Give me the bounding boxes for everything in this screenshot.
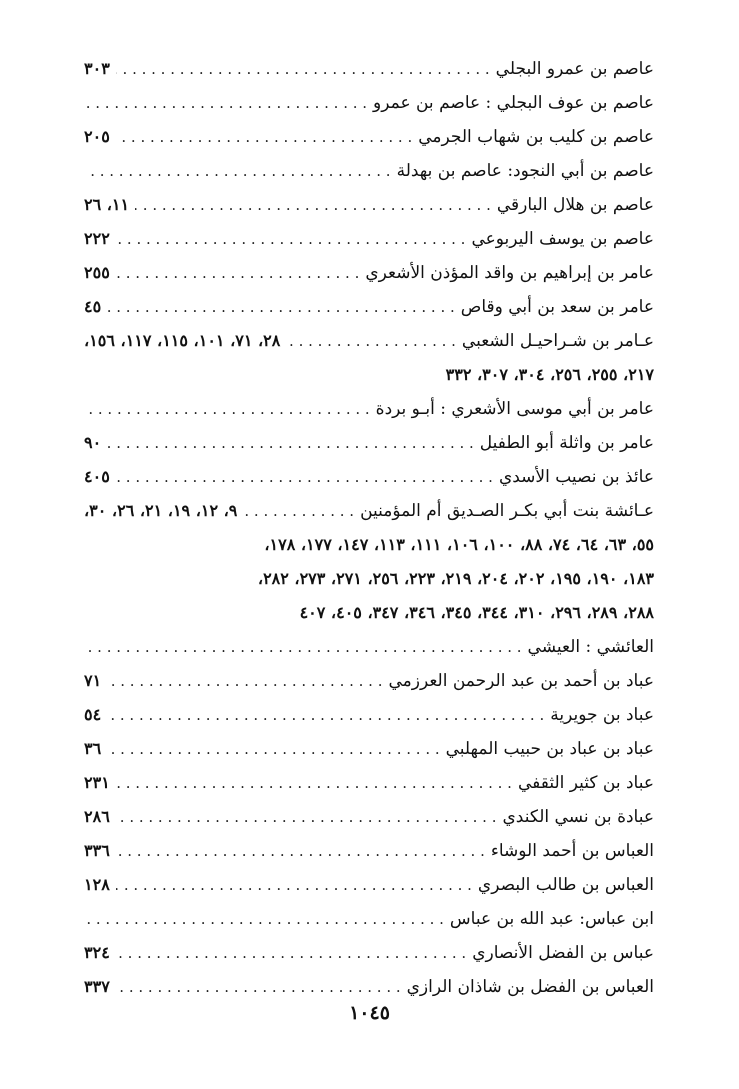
dot-leader (84, 630, 522, 664)
entry-pages: ٣٠٣ (84, 59, 110, 78)
dot-leader (107, 698, 544, 732)
index-entry (84, 868, 654, 902)
entry-name: عاصم بن أبي النجود: عاصم بن بهدلة (396, 161, 654, 181)
index-entry (84, 630, 654, 664)
dot-leader (135, 188, 491, 222)
index-entry (84, 664, 654, 698)
page-number: ١٠٤٥ (349, 1002, 390, 1024)
dot-leader (84, 902, 444, 936)
index-entry (84, 426, 654, 460)
dot-leader (116, 460, 493, 494)
entry-name: عاصم بن عمرو البجلي (495, 59, 654, 79)
entry-name: عباس بن الفضل الأنصاري (472, 943, 654, 963)
entry-pages: ٣٣٧ (84, 977, 110, 996)
index-entries (84, 52, 654, 1004)
dot-leader (243, 494, 354, 528)
entry-pages: ٤٠٥ (84, 467, 110, 486)
dot-leader (116, 52, 490, 86)
entry-name: عـائشة بنت أبي بكـر الصـديق أم المؤمنين (360, 501, 654, 521)
index-entry (84, 460, 654, 494)
index-entry (84, 222, 654, 256)
entry-pages: ٩٠ (84, 433, 102, 452)
index-entry (84, 528, 654, 562)
index-entry (84, 358, 654, 392)
entry-pages: ٢٨٦ (84, 807, 110, 826)
entry-pages-continued: ٥٥، ٦٣، ٦٤، ٧٤، ٨٨، ١٠٠، ١٠٦، ١١١، ١١٣، ١٤٧، ١٧٧، ١٧٨، (264, 535, 654, 554)
dot-leader (116, 766, 512, 800)
entry-name: ابن عباس: عبد الله بن عباس (449, 909, 654, 929)
entry-pages: ٣٦ (84, 739, 102, 758)
index-entry (84, 494, 654, 528)
entry-pages: ٢٠٥ (84, 127, 110, 146)
entry-name: عامر بن واثلة أبو الطفيل (479, 433, 654, 453)
entry-name: العباس بن الفضل بن شاذان الرازي (406, 977, 654, 997)
entry-name: عباد بن عباد بن حبيب المهلبي (445, 739, 654, 759)
index-entry (84, 256, 654, 290)
dot-leader (84, 154, 391, 188)
index-entry (84, 698, 654, 732)
entry-pages: ٣٣٦ (84, 841, 110, 860)
index-entry (84, 834, 654, 868)
index-entry (84, 290, 654, 324)
entry-pages: ٢٣١ (84, 773, 110, 792)
dot-leader (116, 868, 472, 902)
entry-pages: ٢٢٢ (84, 229, 110, 248)
index-entry (84, 936, 654, 970)
index-entry (84, 732, 654, 766)
dot-leader (116, 970, 401, 1004)
index-entry (84, 120, 654, 154)
dot-leader (116, 256, 360, 290)
entry-pages: ٢٨، ٧١، ١٠١، ١١٥، ١١٧، ١٥٦، (84, 331, 281, 350)
dot-leader (116, 120, 412, 154)
dot-leader (286, 324, 456, 358)
entry-pages-continued: ٢٨٨، ٢٨٩، ٢٩٦، ٣١٠، ٣٤٤، ٣٤٥، ٣٤٦، ٣٤٧، ٤٠٥، ٤٠٧ (299, 603, 654, 622)
entry-name: العباس بن طالب البصري (477, 875, 654, 895)
dot-leader (116, 222, 466, 256)
entry-pages-continued: ٢١٧، ٢٥٥، ٢٥٦، ٣٠٤، ٣٠٧، ٣٣٢ (445, 365, 654, 384)
entry-pages: ٤٥ (84, 297, 102, 316)
entry-pages: ٣٢٤ (84, 943, 110, 962)
entry-name: العائشي : العيشي (527, 637, 654, 657)
dot-leader (84, 392, 370, 426)
dot-leader (84, 86, 367, 120)
entry-pages-continued: ١٨٣، ١٩٠، ١٩٥، ٢٠٢، ٢٠٤، ٢١٩، ٢٢٣، ٢٥٦، ٢٧١، ٢٧٣، ٢٨٢، (257, 569, 654, 588)
index-entry (84, 86, 654, 120)
entry-name: عامر بن إبراهيم بن واقد المؤذن الأشعري (365, 263, 654, 283)
dot-leader (116, 834, 485, 868)
entry-name: عاصم بن عوف البجلي : عاصم بن عمرو (373, 93, 654, 113)
dot-leader (107, 664, 382, 698)
index-entry (84, 766, 654, 800)
entry-pages: ٥٤ (84, 705, 102, 724)
dot-leader (107, 290, 455, 324)
index-entry (84, 392, 654, 426)
entry-name: عـامر بن شـراحيـل الشعبي (461, 331, 654, 351)
entry-pages: ٩، ١٢، ١٩، ٢١، ٢٦، ٣٠، (84, 501, 238, 520)
entry-name: عامر بن أبي موسى الأشعري : أبـو بردة (375, 399, 654, 419)
dot-leader (107, 732, 439, 766)
index-entry (84, 188, 654, 222)
dot-leader (107, 426, 474, 460)
index-entry (84, 902, 654, 936)
entry-name: عاصم بن كليب بن شهاب الجرمي (418, 127, 654, 147)
entry-name: عباد بن كثير الثقفي (517, 773, 654, 793)
index-entry (84, 154, 654, 188)
dot-leader (116, 936, 466, 970)
entry-name: العباس بن أحمد الوشاء (490, 841, 654, 861)
index-entry (84, 562, 654, 596)
entry-name: عباد بن أحمد بن عبد الرحمن العرزمي (388, 671, 654, 691)
entry-name: عاصم بن هلال البارقي (496, 195, 654, 215)
dot-leader (116, 800, 497, 834)
entry-pages: ١٢٨ (84, 875, 110, 894)
entry-pages: ٧١ (84, 671, 102, 690)
index-entry (84, 324, 654, 358)
entry-pages: ٢٥٥ (84, 263, 110, 282)
entry-name: عائذ بن نصيب الأسدي (498, 467, 654, 487)
index-entry (84, 52, 654, 86)
index-entry (84, 800, 654, 834)
entry-name: عبادة بن نسي الكندي (502, 807, 654, 827)
entry-name: عاصم بن يوسف اليربوعي (471, 229, 654, 249)
entry-pages: ١١، ٢٦ (84, 195, 130, 214)
entry-name: عامر بن سعد بن أبي وقاص (460, 297, 654, 317)
index-entry (84, 970, 654, 1004)
entry-name: عباد بن جويرية (550, 705, 654, 725)
index-entry (84, 596, 654, 630)
